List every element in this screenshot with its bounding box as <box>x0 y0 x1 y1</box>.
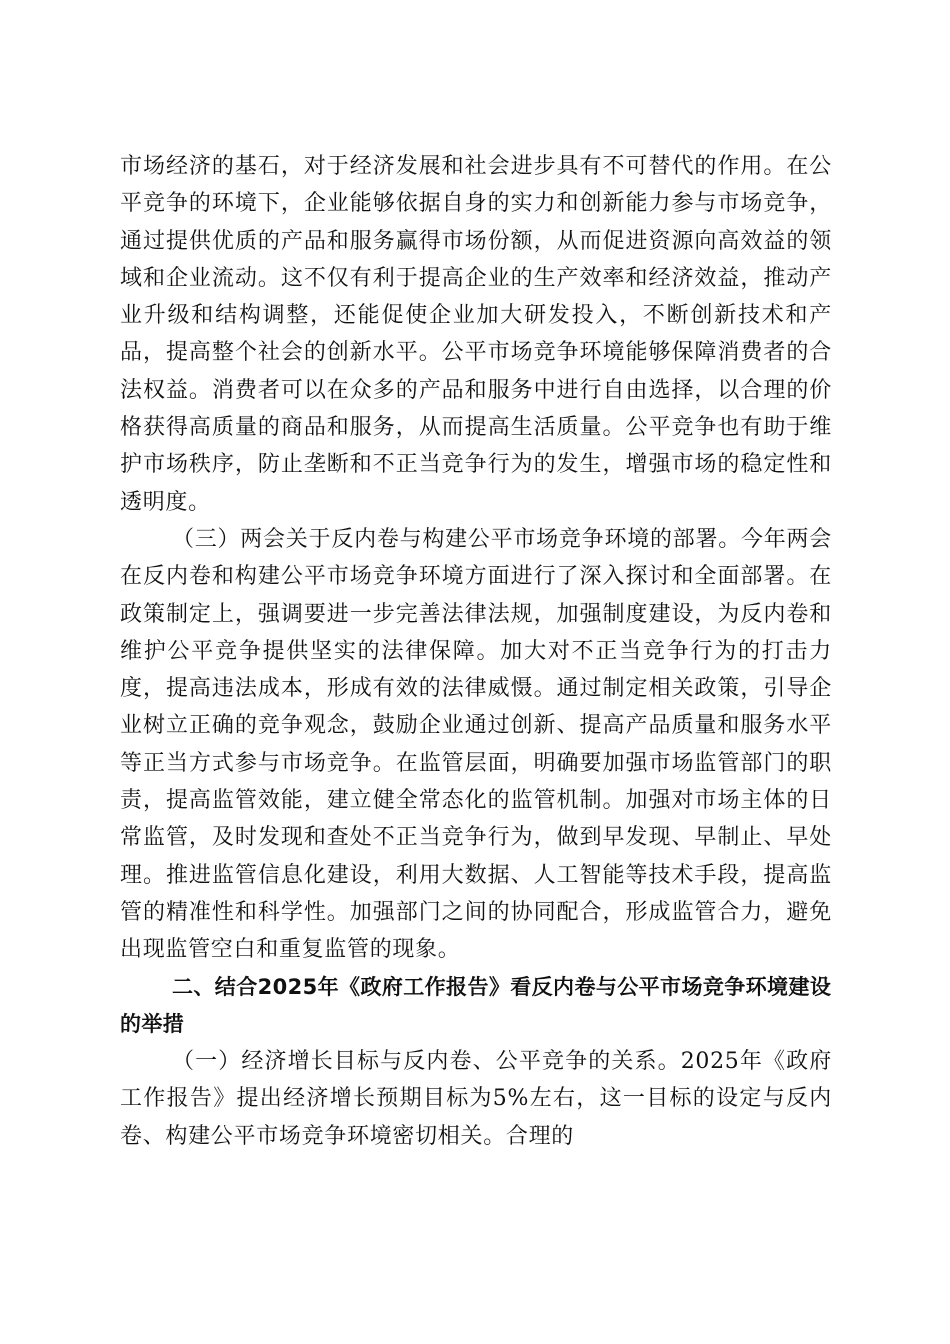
section-heading-two: 二、结合2025年《政府工作报告》看反内卷与公平市场竞争环境建设的举措 <box>120 974 832 1036</box>
body-paragraph-two-sessions-deployment: （三）两会关于反内卷与构建公平市场竞争环境的部署。今年两会在反内卷和构建公平市场竞争环境方面进行了深入探讨和全面部署。在政策制定上，强调要进一步完善法律法规，加强制度建设，为反内卷和维护公平竞争提供坚实的法律保障。加大对不正当竞争行为的打击力度，提高违法成本，形成有效的法律威慑。通过制定相关政策，引导企业树立正确的竞争观念，鼓励企业通过创新、提高产品质量和服务水平等正当方式参与市场竞争。在监管层面，明确要加强市场监管部门的职责，提高监管效能，建立健全常态化的监管机制。加强对市场主体的日常监管，及时发现和查处不正当竞争行为，做到早发现、早制止、早处理。推进监管信息化建设，利用大数据、人工智能等技术手段，提高监管的精准性和科学性。加强部门之间的协同配合，形成监管合力，避免出现监管空白和重复监管的现象。 <box>120 526 832 963</box>
body-paragraph-growth-target: （一）经济增长目标与反内卷、公平竞争的关系。2025年《政府工作报告》提出经济增长预期目标为5%左右，这一目标的设定与反内卷、构建公平市场竞争环境密切相关。合理的 <box>120 1049 832 1149</box>
body-paragraph-market-foundation: 市场经济的基石，对于经济发展和社会进步具有不可替代的作用。在公平竞争的环境下，企业能够依据自身的实力和创新能力参与市场竞争，通过提供优质的产品和服务赢得市场份额，从而促进资源向高效益的领域和企业流动。这不仅有利于提高企业的生产效率和经济效益，推动产业升级和结构调整，还能促使企业加大研发投入，不断创新技术和产品，提高整个社会的创新水平。公平市场竞争环境能够保障消费者的合法权益。消费者可以在众多的产品和服务中进行自由选择，以合理的价格获得高质量的商品和服务，从而提高生活质量。公平竞争也有助于维护市场秩序，防止垄断和不正当竞争行为的发生，增强市场的稳定性和透明度。 <box>120 154 832 515</box>
document-page <box>120 148 832 1155</box>
